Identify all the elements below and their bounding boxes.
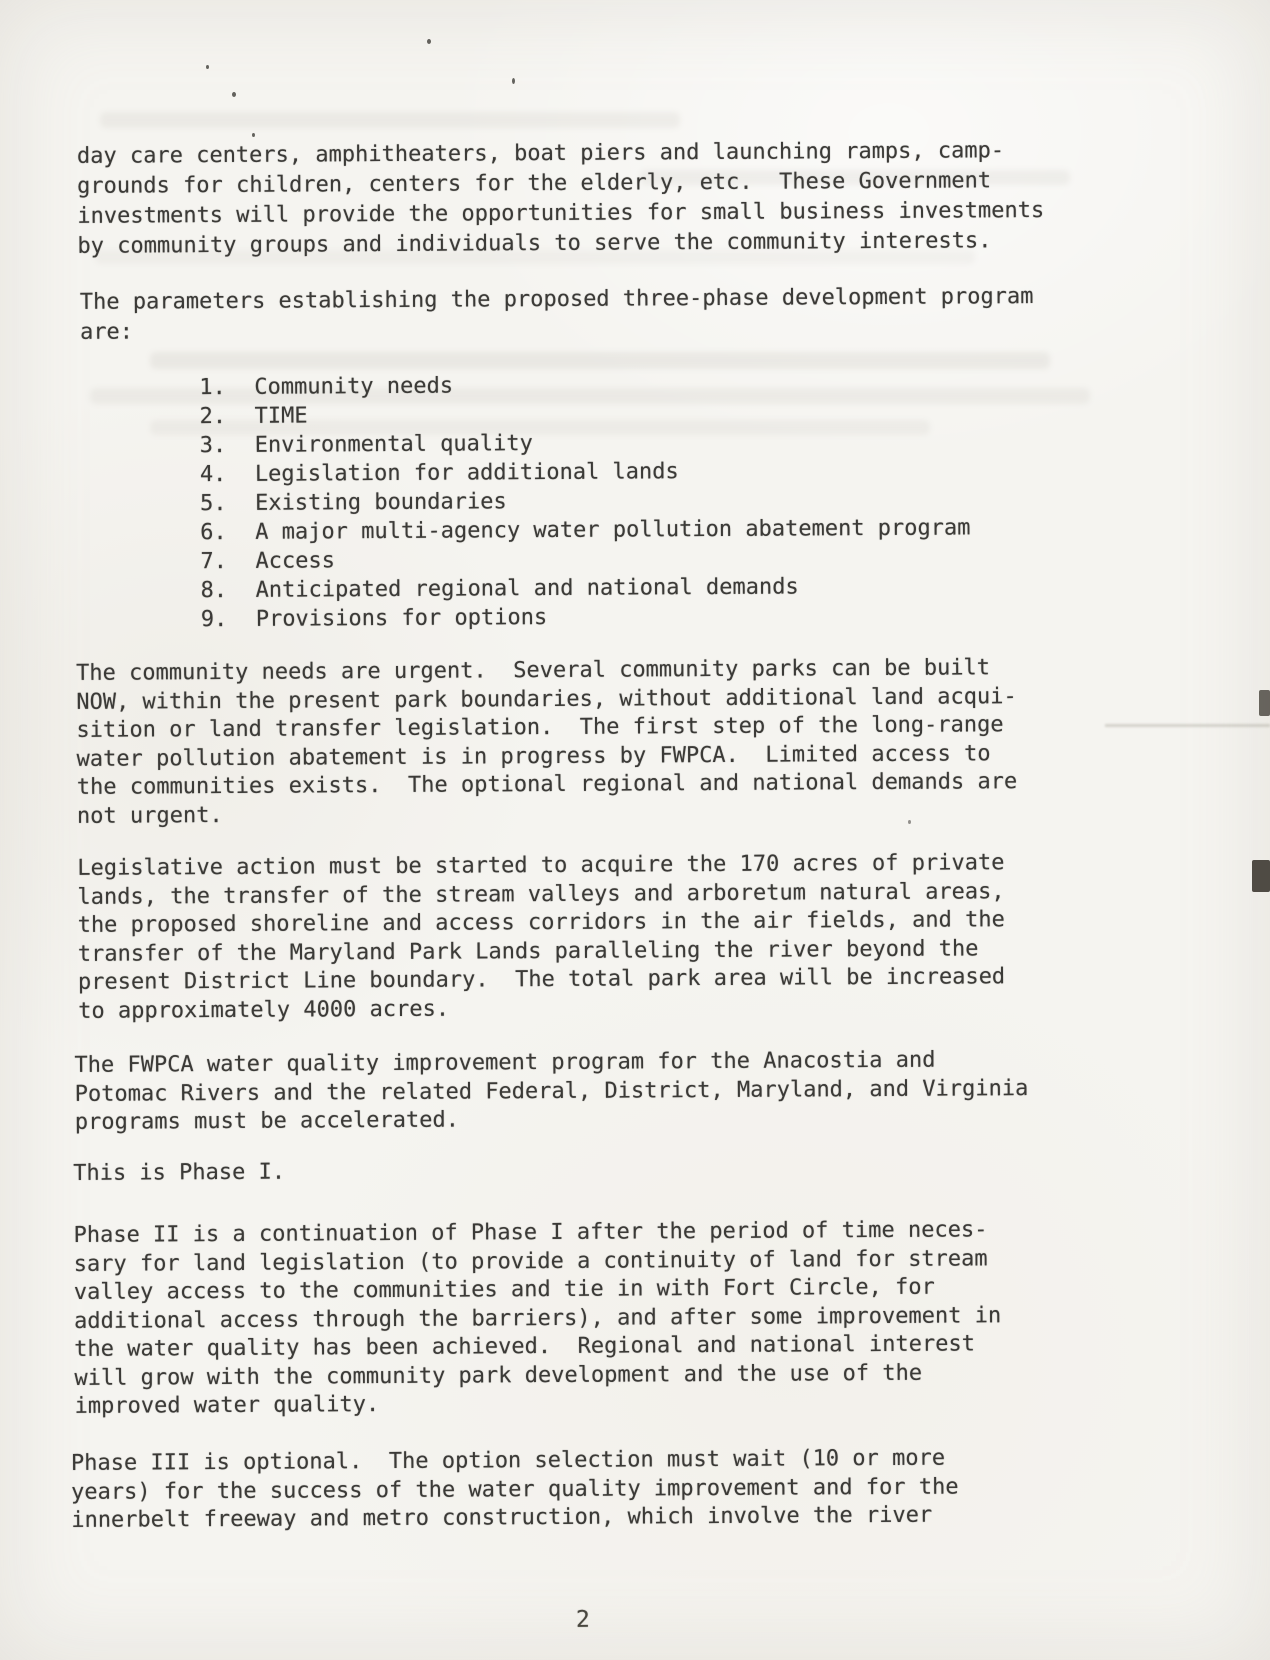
list-item-number: 5. [200,490,227,517]
list-item [200,455,970,489]
list-item [199,397,969,431]
parameters-list [199,368,971,634]
paragraph-phase-three: Phase III is optional. The option selection must wait (10 or more years) for the success of the water quality improvement and for the innerbelt freeway and metro construction, which involve the river [70,1445,959,1533]
list-item-number: 9. [200,606,228,633]
list-item-number: 1. [199,374,226,401]
paragraph-government-investments: day care centers, amphitheaters, boat piers and launching ramps, camp- grounds for children, centers for the elderly, etc. These Government investments will provide the opportunities for small business investments by community groups and individuals to serve the community interests. [76,138,1045,259]
paragraph-legislative-action: Legislative action must be started to acquire the 170 acres of private lands, the transfer of the stream valleys and arboretum natural areas, the proposed shoreline and access corridors in the air fields, and the transfer of the Maryland Park Lands paralleling the river beyond the present District Line boundary. The total park area will be increased to approximately 4000 acres. [77,850,1006,1024]
page-number: 2 [575,1606,590,1633]
list-item-text: Existing boundaries [255,489,507,516]
list-item-text: Access [255,548,335,574]
list-item-text: Legislation for additional lands [254,459,679,487]
list-item [200,513,970,547]
list-item-text: TIME [254,403,308,429]
list-item-number: 4. [199,461,227,488]
list-item-text: Provisions for options [255,605,548,632]
paragraph-parameters-intro: The parameters establishing the proposed three-phase development program are: [79,284,1034,345]
list-item [201,600,971,634]
list-item-text: Anticipated regional and national demands [255,574,799,603]
list-item-text: Environmental quality [254,431,533,458]
paragraph-phase-one: This is Phase I. [73,1159,286,1186]
list-item-text: Community needs [254,373,454,400]
list-item [201,571,971,605]
paragraph-fwpca-program: The FWPCA water quality improvement program for the Anacostia and Potomac Rivers and the related Federal, District, Maryland, and Virginia programs must be accelerated. [74,1047,1029,1135]
list-item-number: 2. [199,403,227,430]
list-item-number: 8. [200,577,228,604]
list-item [199,368,969,402]
list-item [200,426,970,460]
list-item-text: A major multi-agency water pollution abatement program [255,515,971,545]
list-item [200,542,970,576]
list-item [200,484,970,518]
list-item-number: 3. [199,432,227,459]
paragraph-phase-two: Phase II is a continuation of Phase I after the period of time neces- sary for land legislation (to provide a continuity of land for stream valley access to the communities and tie in with Fort Circle, for additional access through the barriers), and after some improvement in the water quality has been achieved. Regional and national interest will grow with the community park development and the use of the improved water quality. [73,1217,1002,1419]
list-item-number: 7. [200,548,228,575]
paragraph-community-needs: The community needs are urgent. Several community parks can be built NOW, within the present park boundaries, without additional land acqui- sition or land transfer legislation. The first step of the long-range water pollution abatement is in progress by FWPCA. Limited access to the communities exists. The optional regional and national demands are not urgent. [76,655,1018,829]
list-item-number: 6. [200,519,227,546]
